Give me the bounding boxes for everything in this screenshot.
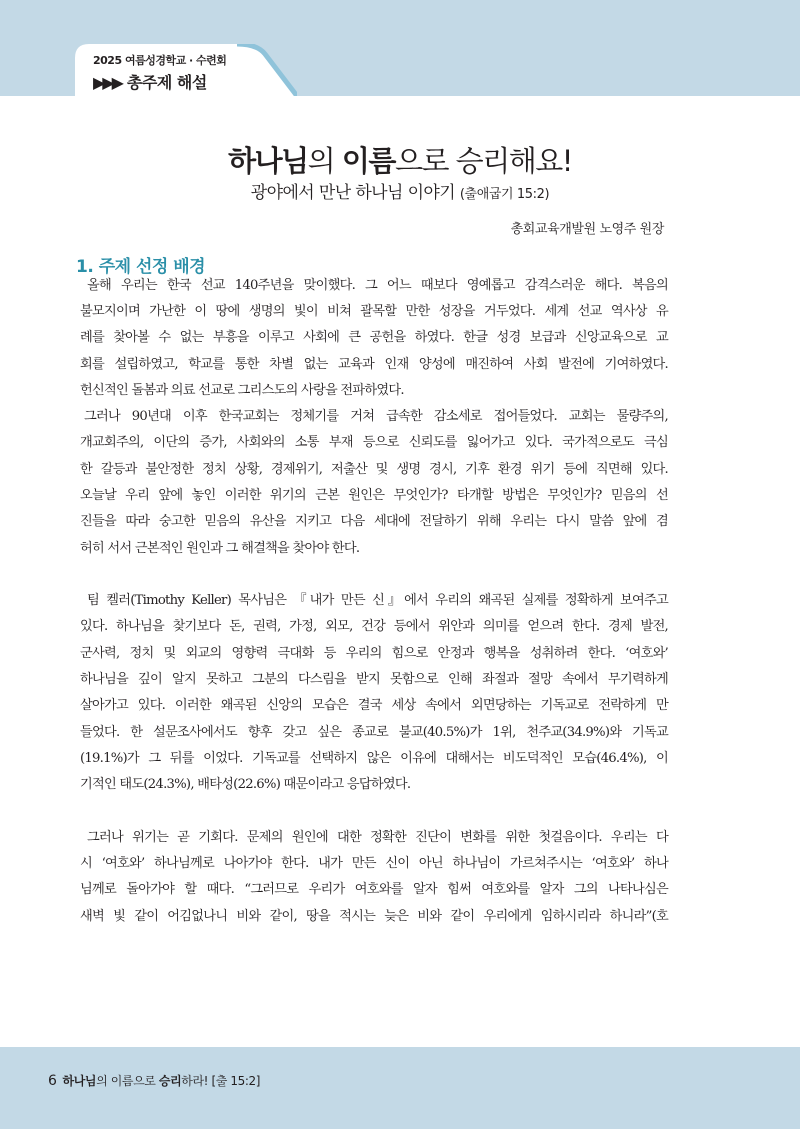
title-bold-ireum: 이름: [341, 144, 395, 178]
body-line: 있다. 하나님을 찾기보다 돈, 권력, 가정, 외모, 건강 등에서 위안과 의미를 얻으려 한다. 경제 발전,: [80, 619, 669, 634]
section-heading: 1. 주제 선정 배경: [76, 257, 206, 277]
page-number: 6: [48, 1073, 57, 1089]
footer-bold-1: 하나님: [62, 1074, 97, 1088]
body-line: 하나님을 깊이 알지 못하고 그분의 다스림을 받지 못함으로 인해 좌절과 절망 속에서 무기력하게: [80, 672, 668, 687]
body-line: 올해 우리는 한국 선교 140주년을 맞이했다. 그 어느 때보다 영예롭고 감격스러운 해다. 복음의: [87, 278, 668, 293]
body-line: 허히 서서 근본적인 원인과 그 해결책을 찾아야 한다.: [80, 541, 360, 556]
body-line: 오늘날 우리 앞에 놓인 이러한 위기의 근본 원인은 무엇인가? 타개할 방법은 무엇인가? 믿음의 선: [80, 488, 668, 503]
body-line: 진들을 따라 숭고한 믿음의 유산을 지키고 다음 세대에 전달하기 위해 우리는 다시 말씀 앞에 겸: [80, 514, 668, 529]
page-footer: [48, 1072, 260, 1089]
triple-arrow-icon: ▶▶▶: [93, 73, 121, 92]
footer-text-2: 하라! [출 15:2]: [181, 1074, 261, 1088]
body-line: 님께로 돌아가야 할 때다. “그러므로 우리가 여호와를 알자 힘써 여호와를 알자 그의 나타나심은: [80, 882, 668, 897]
scripture-reference: (출애굽기 15:2): [459, 187, 550, 202]
article-author: 총회교육개발원 노영주 원장: [510, 222, 664, 237]
body-line: 군사력, 정치 및 외교의 영향력 극대화 등 우리의 힘으로 안정과 행복을 성취하려 한다. ‘여호와’: [80, 646, 668, 661]
title-bold-hananim: 하나님: [228, 144, 308, 178]
body-line: 그러나 90년대 이후 한국교회는 정체기를 거쳐 급속한 감소세로 접어들었다. 교회는 물량주의,: [84, 409, 668, 424]
footer-bold-2: 승리: [158, 1074, 182, 1088]
body-line: 불모지이며 가난한 이 땅에 생명의 빛이 비쳐 괄목할 만한 성장을 거두었다. 세계 선교 역사상 유: [80, 304, 668, 319]
body-line: 새벽 빛 같이 어김없나니 비와 같이, 땅을 적시는 늦은 비와 같이 우리에게 임하시리라 하니라”(호: [80, 909, 668, 924]
article-title: [0, 139, 800, 180]
article-subtitle: 광야에서 만난 하나님 이야기: [250, 183, 456, 203]
body-line: 회를 설립하였고, 학교를 통한 차별 없는 교육과 인재 양성에 매진하여 사회 발전에 기여하였다.: [80, 357, 668, 372]
body-line: 시 ‘여호와’ 하나님께로 나아가야 한다. 내가 만든 신이 아닌 하나님이 가르쳐주시는 ‘여호와’ 하나: [80, 856, 668, 871]
article-subtitle-row: [0, 178, 800, 203]
body-line: 팀 켈러(Timothy Keller) 목사님은 『내가 만든 신』에서 우리의 왜곡된 실제를 정확하게 보여주고: [87, 593, 668, 608]
body-line: 한 갈등과 불안정한 정치 상황, 경제위기, 저출산 및 생명 경시, 기후 환경 위기 등에 직면해 있다.: [80, 462, 668, 477]
header-title: 총주제 해설: [126, 73, 207, 92]
footer-text-1: 의 이름으로: [96, 1074, 159, 1088]
title-light-2: 으로 승리해요!: [394, 144, 572, 178]
body-line: 례를 찾아볼 수 없는 부흥을 이루고 사회에 큰 공헌을 하였다. 한글 성경 보급과 신앙교육으로 교: [80, 330, 668, 345]
body-line: 살아가고 있다. 이러한 왜곡된 신앙의 모습은 결국 세상 속에서 외면당하는 기독교로 전락하게 만: [80, 698, 668, 713]
body-line: 그러나 위기는 곧 기회다. 문제의 원인에 대한 정확한 진단이 변화를 위한 첫걸음이다. 우리는 다: [87, 830, 668, 845]
body-line: (19.1%)가 그 뒤를 이었다. 기독교를 선택하지 않은 이유에 대해서는 비도덕적인 모습(46.4%), 이: [80, 751, 668, 766]
header-title-row: [93, 70, 207, 93]
body-line: 들었다. 한 설문조사에서도 향후 갖고 싶은 종교로 불교(40.5%)가 1위, 천주교(34.9%)와 기독교: [80, 725, 668, 740]
header-subtitle: 2025 여름성경학교 · 수련회: [93, 54, 227, 67]
body-line: 헌신적인 돌봄과 의료 선교로 그리스도의 사랑을 전파하였다.: [80, 383, 404, 398]
body-line: 개교회주의, 이단의 증가, 사회와의 소통 부재 등으로 신뢰도를 잃어가고 있다. 국가적으로도 극심: [80, 435, 668, 450]
title-light-1: 의: [307, 144, 342, 178]
body-line: 기적인 태도(24.3%), 배타성(22.6%) 때문이라고 응답하였다.: [80, 777, 411, 792]
